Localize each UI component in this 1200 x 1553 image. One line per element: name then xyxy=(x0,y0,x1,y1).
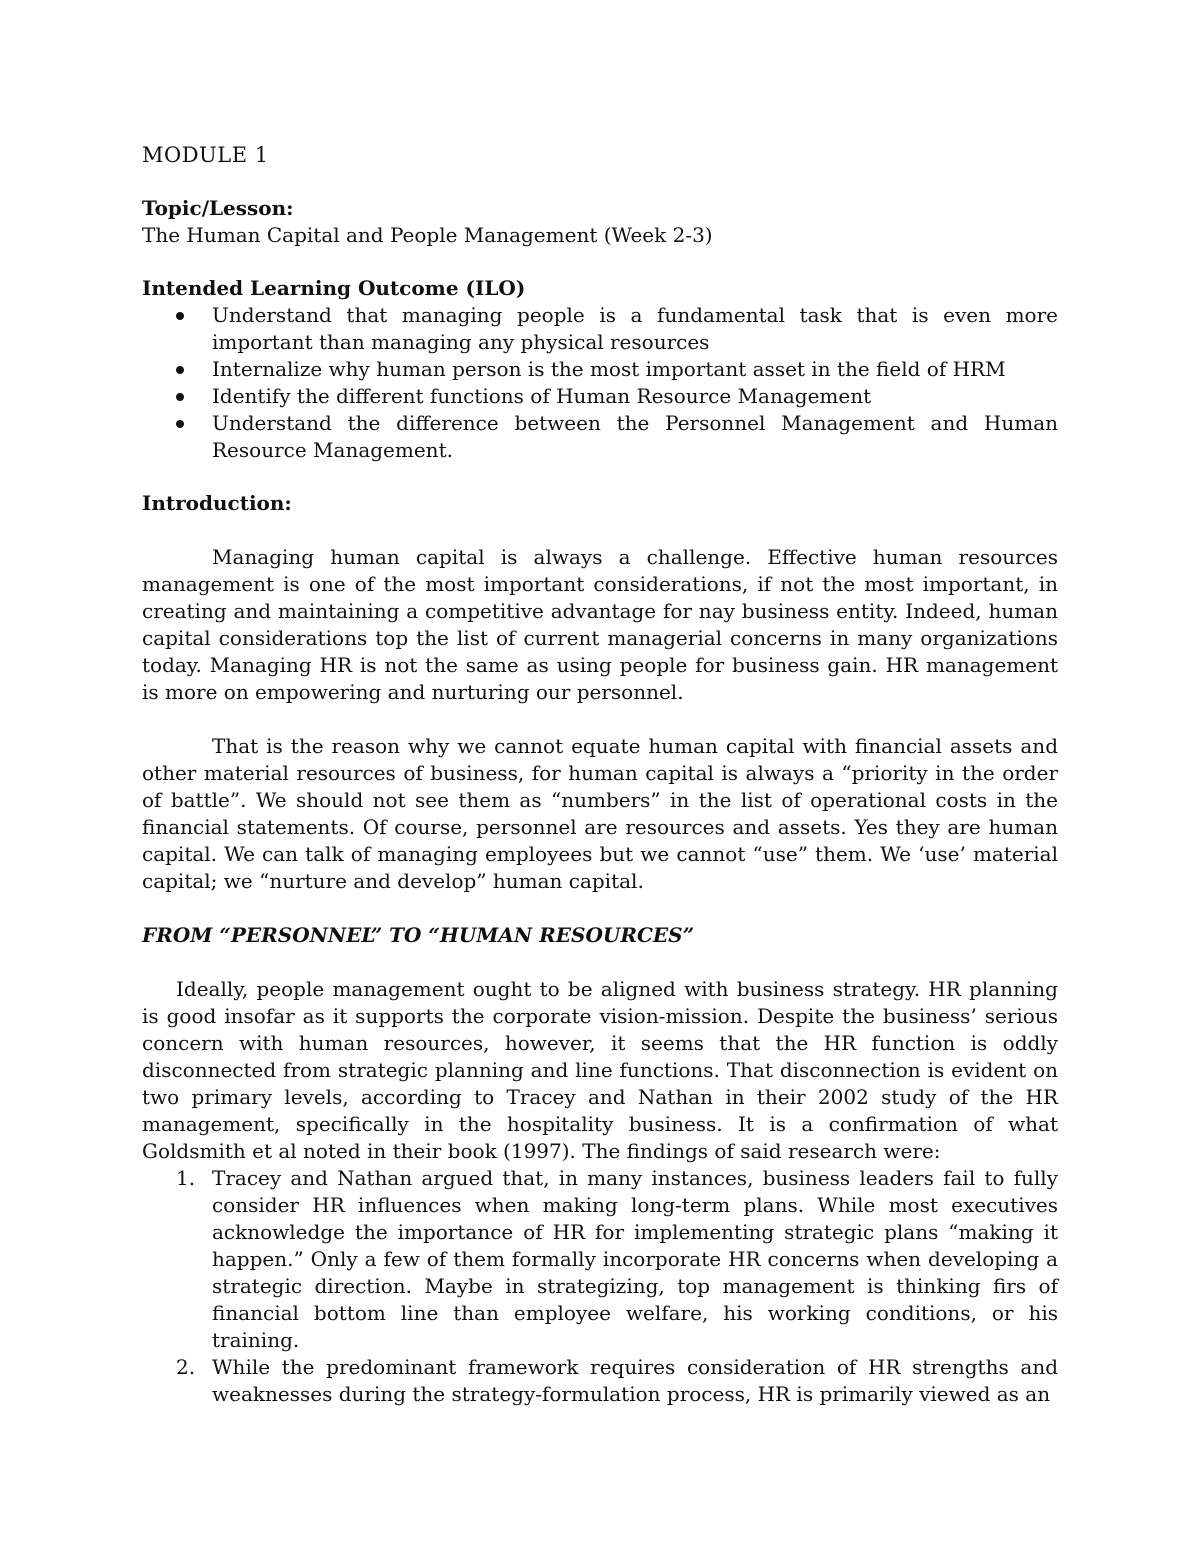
ilo-item xyxy=(142,356,1058,383)
bullet-icon xyxy=(176,393,184,401)
ilo-item-text: Understand the difference between the Personnel Management and Human Resource Management. xyxy=(212,411,1058,462)
introduction-label: Introduction: xyxy=(142,491,292,515)
bullet-icon xyxy=(176,366,184,374)
bullet-icon xyxy=(176,312,184,320)
finding-text: Tracey and Nathan argued that, in many instances, business leaders fail to fully consider HR influences when making long-term plans. While most executives acknowledge the importance of HR for implementing strategic plans “making it happen.” Only a few of them formally incorporate HR concerns when developing a strategic direction. Maybe in strategizing, top management is thinking firs of financial bottom line than employee welfare, his working conditions, or his training. xyxy=(212,1166,1058,1352)
finding-item xyxy=(142,1165,1058,1354)
introduction-paragraph: That is the reason why we cannot equate human capital with financial assets and other material resources of business, for human capital is always a “priority in the order of battle”. We should not see them as “numbers” in the list of operational costs in the financial statements. Of course, personnel are resources and assets. Yes they are human capital. We can talk of managing employees but we cannot “use” them. We ‘use’ material capital; we “nurture and develop” human capital. xyxy=(142,734,1058,893)
ilo-item-text: Internalize why human person is the most important asset in the field of HRM xyxy=(212,357,1006,381)
topic-text: The Human Capital and People Management (Week 2-3) xyxy=(142,223,713,247)
ilo-item-text: Understand that managing people is a fundamental task that is even more important than managing any physical resources xyxy=(212,303,1058,354)
introduction-paragraph: Managing human capital is always a challenge. Effective human resources management is one of the most important considerations, if not the most important, in creating and maintaining a competitive advantage for nay business entity. Indeed, human capital considerations top the list of current managerial concerns in many organizations today. Managing HR is not the same as using people for business gain. HR management is more on empowering and nurturing our personnel. xyxy=(142,545,1058,704)
finding-number: 2. xyxy=(176,1355,196,1379)
ilo-item xyxy=(142,410,1058,464)
bullet-icon xyxy=(176,420,184,428)
ilo-item xyxy=(142,383,1058,410)
ilo-item-text: Identify the different functions of Human Resource Management xyxy=(212,384,872,408)
module-title: MODULE 1 xyxy=(142,143,269,167)
section-heading: FROM “PERSONNEL” TO “HUMAN RESOURCES” xyxy=(142,923,695,947)
ilo-list xyxy=(142,302,1058,464)
finding-item xyxy=(142,1354,1058,1408)
ilo-item xyxy=(142,302,1058,356)
section-paragraph: Ideally, people management ought to be aligned with business strategy. HR planning is good insofar as it supports the corporate vision-mission. Despite the business’ serious concern with human resources, however, it seems that the HR function is oddly disconnected from strategic planning and line functions. That disconnection is evident on two primary levels, according to Tracey and Nathan in their 2002 study of the HR management, specifically in the hospitality business. It is a confirmation of what Goldsmith et al noted in their book (1997). The findings of said research were: xyxy=(142,977,1058,1163)
topic-label: Topic/Lesson: xyxy=(142,196,294,220)
finding-text: While the predominant framework requires consideration of HR strengths and weaknesses during the strategy-formulation process, HR is primarily viewed as an xyxy=(212,1355,1058,1406)
finding-number: 1. xyxy=(176,1166,196,1190)
findings-list xyxy=(142,1165,1058,1408)
ilo-label: Intended Learning Outcome (ILO) xyxy=(142,276,526,300)
document-body xyxy=(142,142,1058,1408)
